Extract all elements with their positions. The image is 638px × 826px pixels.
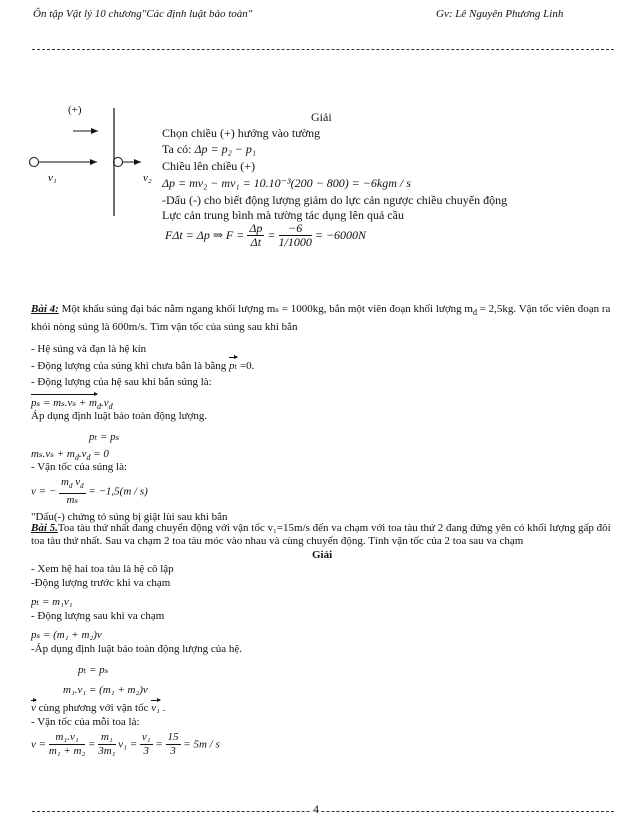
problem4-step6: pₜ = pₛ [89, 431, 120, 443]
problem4-text2: đoạn ra khỏi nòng súng là 600m/s. Tìm vận tốc của súng sau khi bắn [31, 303, 611, 334]
problem5-text1: Toa tàu thứ nhất đang chuyển động với vận tốc v₁=15m/s đến va chạm với toa tàu thứ 2 đang đứng yên có khối lượng [57, 522, 576, 534]
problem4-step4 [31, 396, 113, 411]
fraction-numerator: 15 [167, 731, 179, 743]
solution1-line5: -Dấu (-) cho biết động lượng giảm do lực cản ngược chiều chuyển động [162, 193, 508, 207]
problem4-step2 [31, 359, 254, 372]
problem4-step9 [31, 476, 148, 507]
force-result: = −6000N [314, 228, 367, 242]
ball-after [114, 158, 123, 167]
fraction-mass [98, 731, 115, 758]
fraction-numerator: m₁.v₁ [49, 731, 85, 745]
problem5-step7: pₜ = pₛ [78, 664, 109, 676]
problem5-step3: pₜ = m₁v₁ [31, 596, 73, 608]
v1-label: v₁ [48, 172, 57, 184]
page-number: 4 [313, 802, 319, 816]
problem5-solution-title: Giải [312, 549, 333, 561]
final-momentum-eq-end: .v [100, 397, 109, 409]
problem5-text2: gấp đôi toa tàu thứ nhất. Sau va chạm 2 toa tàu móc vào nhau và cùng chuyển động. Tính vận tốc của 2 toa sau va chạm [31, 522, 611, 547]
problem5-step9 [31, 702, 165, 714]
problem5-step9-text: cùng phương với vận tốc [35, 702, 152, 714]
problem5-step4: - Động lượng sau khi va chạm [31, 610, 165, 622]
fraction-15-third [166, 731, 181, 758]
footer-divider [32, 811, 614, 812]
fraction-denominator: m₁ + m₂ [48, 745, 86, 757]
solution1-line2-label: Ta có: [162, 142, 192, 156]
fraction-denominator: 1/1000 [278, 235, 312, 249]
header-author: Gv: Lê Nguyên Phương Linh [436, 8, 564, 20]
problem5-step9-end: . [159, 702, 166, 714]
solution1-line7: FΔt = Δp ⇒ F = $\frac{\Delta p}{\Delta t}$ = $\frac{-6}{1/1000}$ = −6000N [165, 221, 367, 249]
problem4-text1-end: = 2,5kg. Vận tốc viên [479, 303, 575, 315]
sub-d: đ [74, 453, 79, 463]
initial-momentum-vector: pₜ [228, 360, 238, 372]
conservation-eq-mid: .v [78, 448, 87, 460]
fraction-numerator [59, 476, 86, 494]
problem4-sub: đ [472, 308, 477, 318]
fraction-numerator: Δp [249, 221, 263, 235]
velocity-vector: v [31, 702, 36, 714]
v1-equals: v₁ = [118, 738, 138, 751]
problem4-text1: Một khẩu súng đại bác nằm ngang khối lượng mₛ = 1000kg, bắn một viên đoạn khối lượng m [61, 303, 473, 315]
train-velocity-left: v = [31, 738, 47, 751]
sub-d: đ [96, 402, 101, 412]
fraction-value [279, 222, 312, 249]
train-velocity-result: = 5m / s [183, 738, 220, 751]
solution1-line2 [162, 142, 256, 157]
sub-d2: đ [80, 482, 84, 491]
fraction-numerator: −6 [279, 222, 312, 236]
problem4-step8: - Vận tốc của súng là: [31, 461, 128, 473]
force-equation-left: FΔt = Δp ⇒ F = [165, 228, 245, 242]
problem4-statement [31, 302, 611, 334]
problem5-statement [31, 522, 611, 548]
fraction-numerator: v₁ [141, 731, 151, 743]
fraction-denominator: 3 [170, 745, 176, 757]
problem4-step2-end: =0. [239, 360, 255, 372]
problem5-step11 [31, 731, 220, 758]
solution1-line1: Chọn chiều (+) hướng vào tường [162, 126, 321, 140]
problem5-step5: pₛ = (m₁ + m₂)v [31, 629, 102, 641]
solution1-title: Giải [311, 110, 332, 124]
problem5-step10: - Vận tốc của mỗi toa là: [31, 716, 140, 728]
solution1-line4: Δp = mv₂ − mv₁ = 10.10⁻³(200 − 800) = −6kgm / s [162, 176, 411, 190]
problem4-label: Bài 4: [31, 303, 59, 315]
problem5-step6: -Áp dụng định luật bảo toàn động lượng của hệ. [31, 643, 242, 655]
gun-velocity-fraction [59, 476, 86, 507]
problem4-step7 [31, 447, 109, 462]
gun-velocity-result: = −1,5(m / s) [88, 485, 148, 498]
solution1-line3: Chiều lên chiều (+) [162, 159, 256, 173]
fraction-dp-dt [247, 222, 264, 249]
fraction-denominator: Δt [250, 235, 262, 249]
gun-velocity-left: v = − [31, 485, 57, 498]
positive-direction-label: (+) [68, 104, 82, 116]
problem5-step8: m₁.v₁ = (m₁ + m₂)v [63, 684, 148, 696]
num-v: v [72, 476, 81, 488]
problem5-label: Bài 5. [31, 522, 58, 534]
velocity-v1-vector: v₁ [151, 702, 160, 714]
v2-label: v₂ [143, 172, 152, 184]
fraction-denominator: 3m₁ [98, 745, 116, 757]
header-title: Ôn tập Vật lý 10 chương"Các định luật bảo toàn" [33, 8, 253, 20]
fraction-v1-third [140, 731, 153, 758]
fraction-denominator: 3 [143, 745, 149, 757]
ball-before [30, 158, 39, 167]
problem4-step2-text: - Động lượng của súng khi chưa bắn là bằng [31, 360, 227, 372]
fraction-momentum [49, 731, 85, 758]
solution1-line6: Lực cản trung bình mà tường tác dụng lên quả cầu [162, 208, 404, 222]
equals-sign: = [88, 738, 96, 751]
fraction-denominator: mₛ [66, 494, 79, 507]
momentum-change-equation: Δp = p₂ − p₁ [194, 142, 257, 156]
problem4-step3: - Động lượng của hệ sau khi bắn súng là: [31, 376, 212, 388]
sub-d2: đ [108, 402, 113, 412]
equals-sign: = [155, 738, 163, 751]
final-momentum-eq: pₛ = mₛ.vₛ + m [31, 397, 97, 409]
problem4-step5: Áp dụng định luật bảo toàn động lượng. [31, 410, 208, 422]
sub-d: đ [68, 482, 73, 491]
sub-d2: đ [86, 453, 91, 463]
fraction-numerator: m₁ [98, 731, 115, 745]
problem5-step1: - Xem hệ hai toa tàu là hệ cô lập [31, 563, 174, 575]
problem4-conclusion: "Dấu(-) chứng tỏ súng bị giật lùi sau khi bắn [31, 511, 228, 523]
problem5-step2: -Động lượng trước khi va chạm [31, 577, 171, 589]
conservation-eq: mₛ.vₛ + m [31, 448, 75, 460]
num-m: m [60, 476, 69, 488]
conservation-eq-end: = 0 [90, 448, 109, 460]
problem4-step1: - Hệ súng và đạn là hệ kín [31, 343, 147, 355]
